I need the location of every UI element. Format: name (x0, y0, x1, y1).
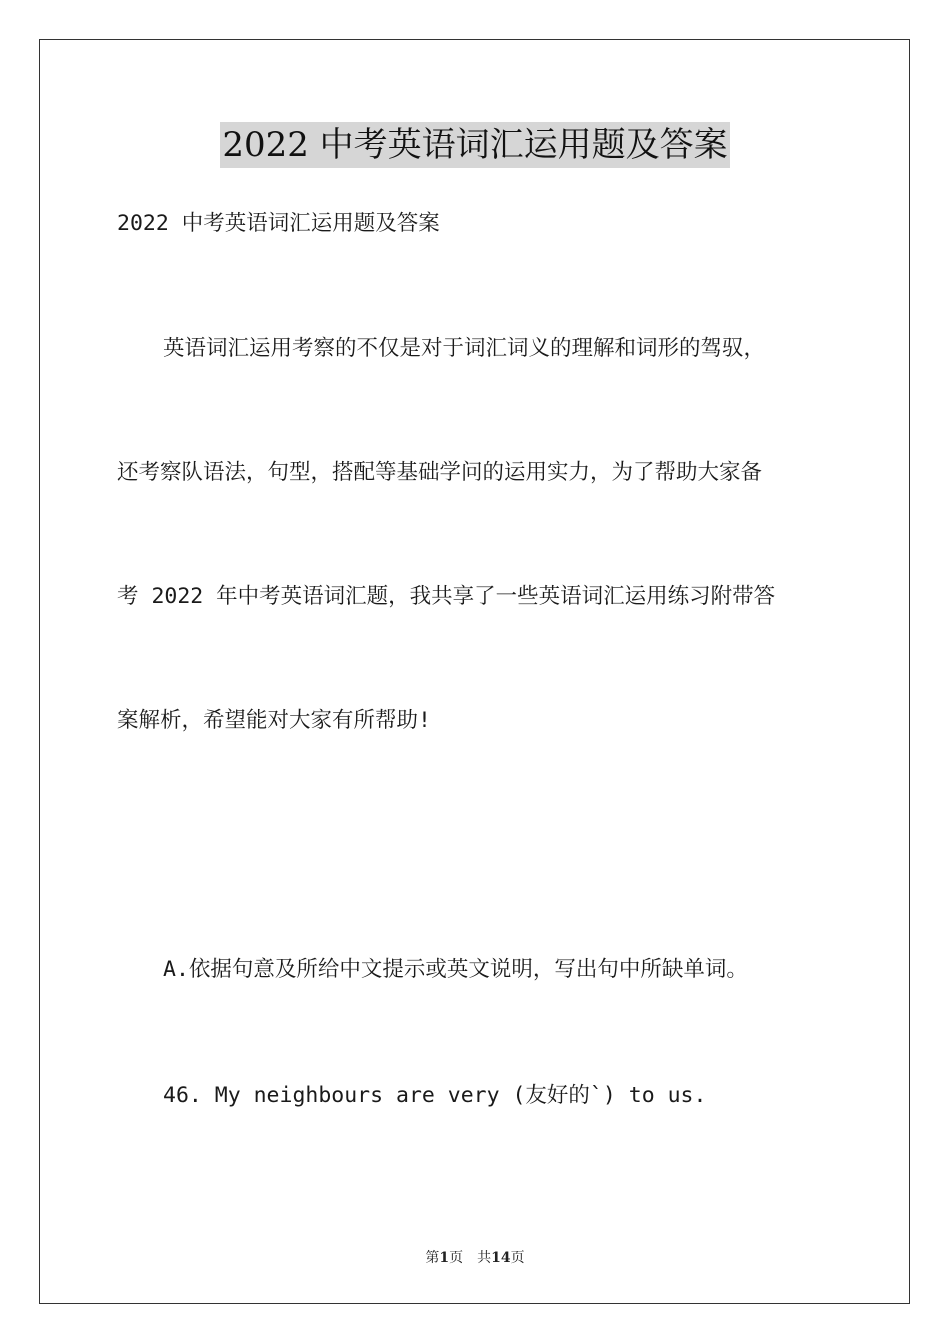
paragraph-line-4[interactable]: 案解析，希望能对大家有所帮助! (117, 708, 431, 733)
footer-mid: 页 共 (449, 1250, 492, 1266)
footer-total-pages: 14 (491, 1250, 511, 1266)
paragraph-line-2[interactable]: 还考察队语法，句型，搭配等基础学问的运用实力，为了帮助大家备 (117, 460, 763, 485)
document-title[interactable]: 2022 中考英语词汇运用题及答案 (220, 122, 729, 168)
question-46[interactable]: 46. My neighbours are very (友好的`) to us. (163, 1083, 707, 1108)
paragraph-line-3[interactable]: 考 2022 年中考英语词汇题，我共享了一些英语词汇运用练习附带答 (117, 584, 776, 609)
document-subtitle[interactable]: 2022 中考英语词汇运用题及答案 (117, 211, 440, 236)
footer-suffix: 页 (510, 1250, 525, 1266)
title-container (0, 122, 950, 168)
page-footer (0, 1247, 950, 1267)
footer-prefix: 第 (425, 1250, 440, 1266)
footer-current-page: 1 (439, 1250, 450, 1266)
paragraph-line-1[interactable]: 英语词汇运用考察的不仅是对于词汇词义的理解和词形的驾驭， (163, 336, 766, 361)
section-heading[interactable]: A.依据句意及所给中文提示或英文说明，写出句中所缺单词。 (163, 957, 748, 982)
